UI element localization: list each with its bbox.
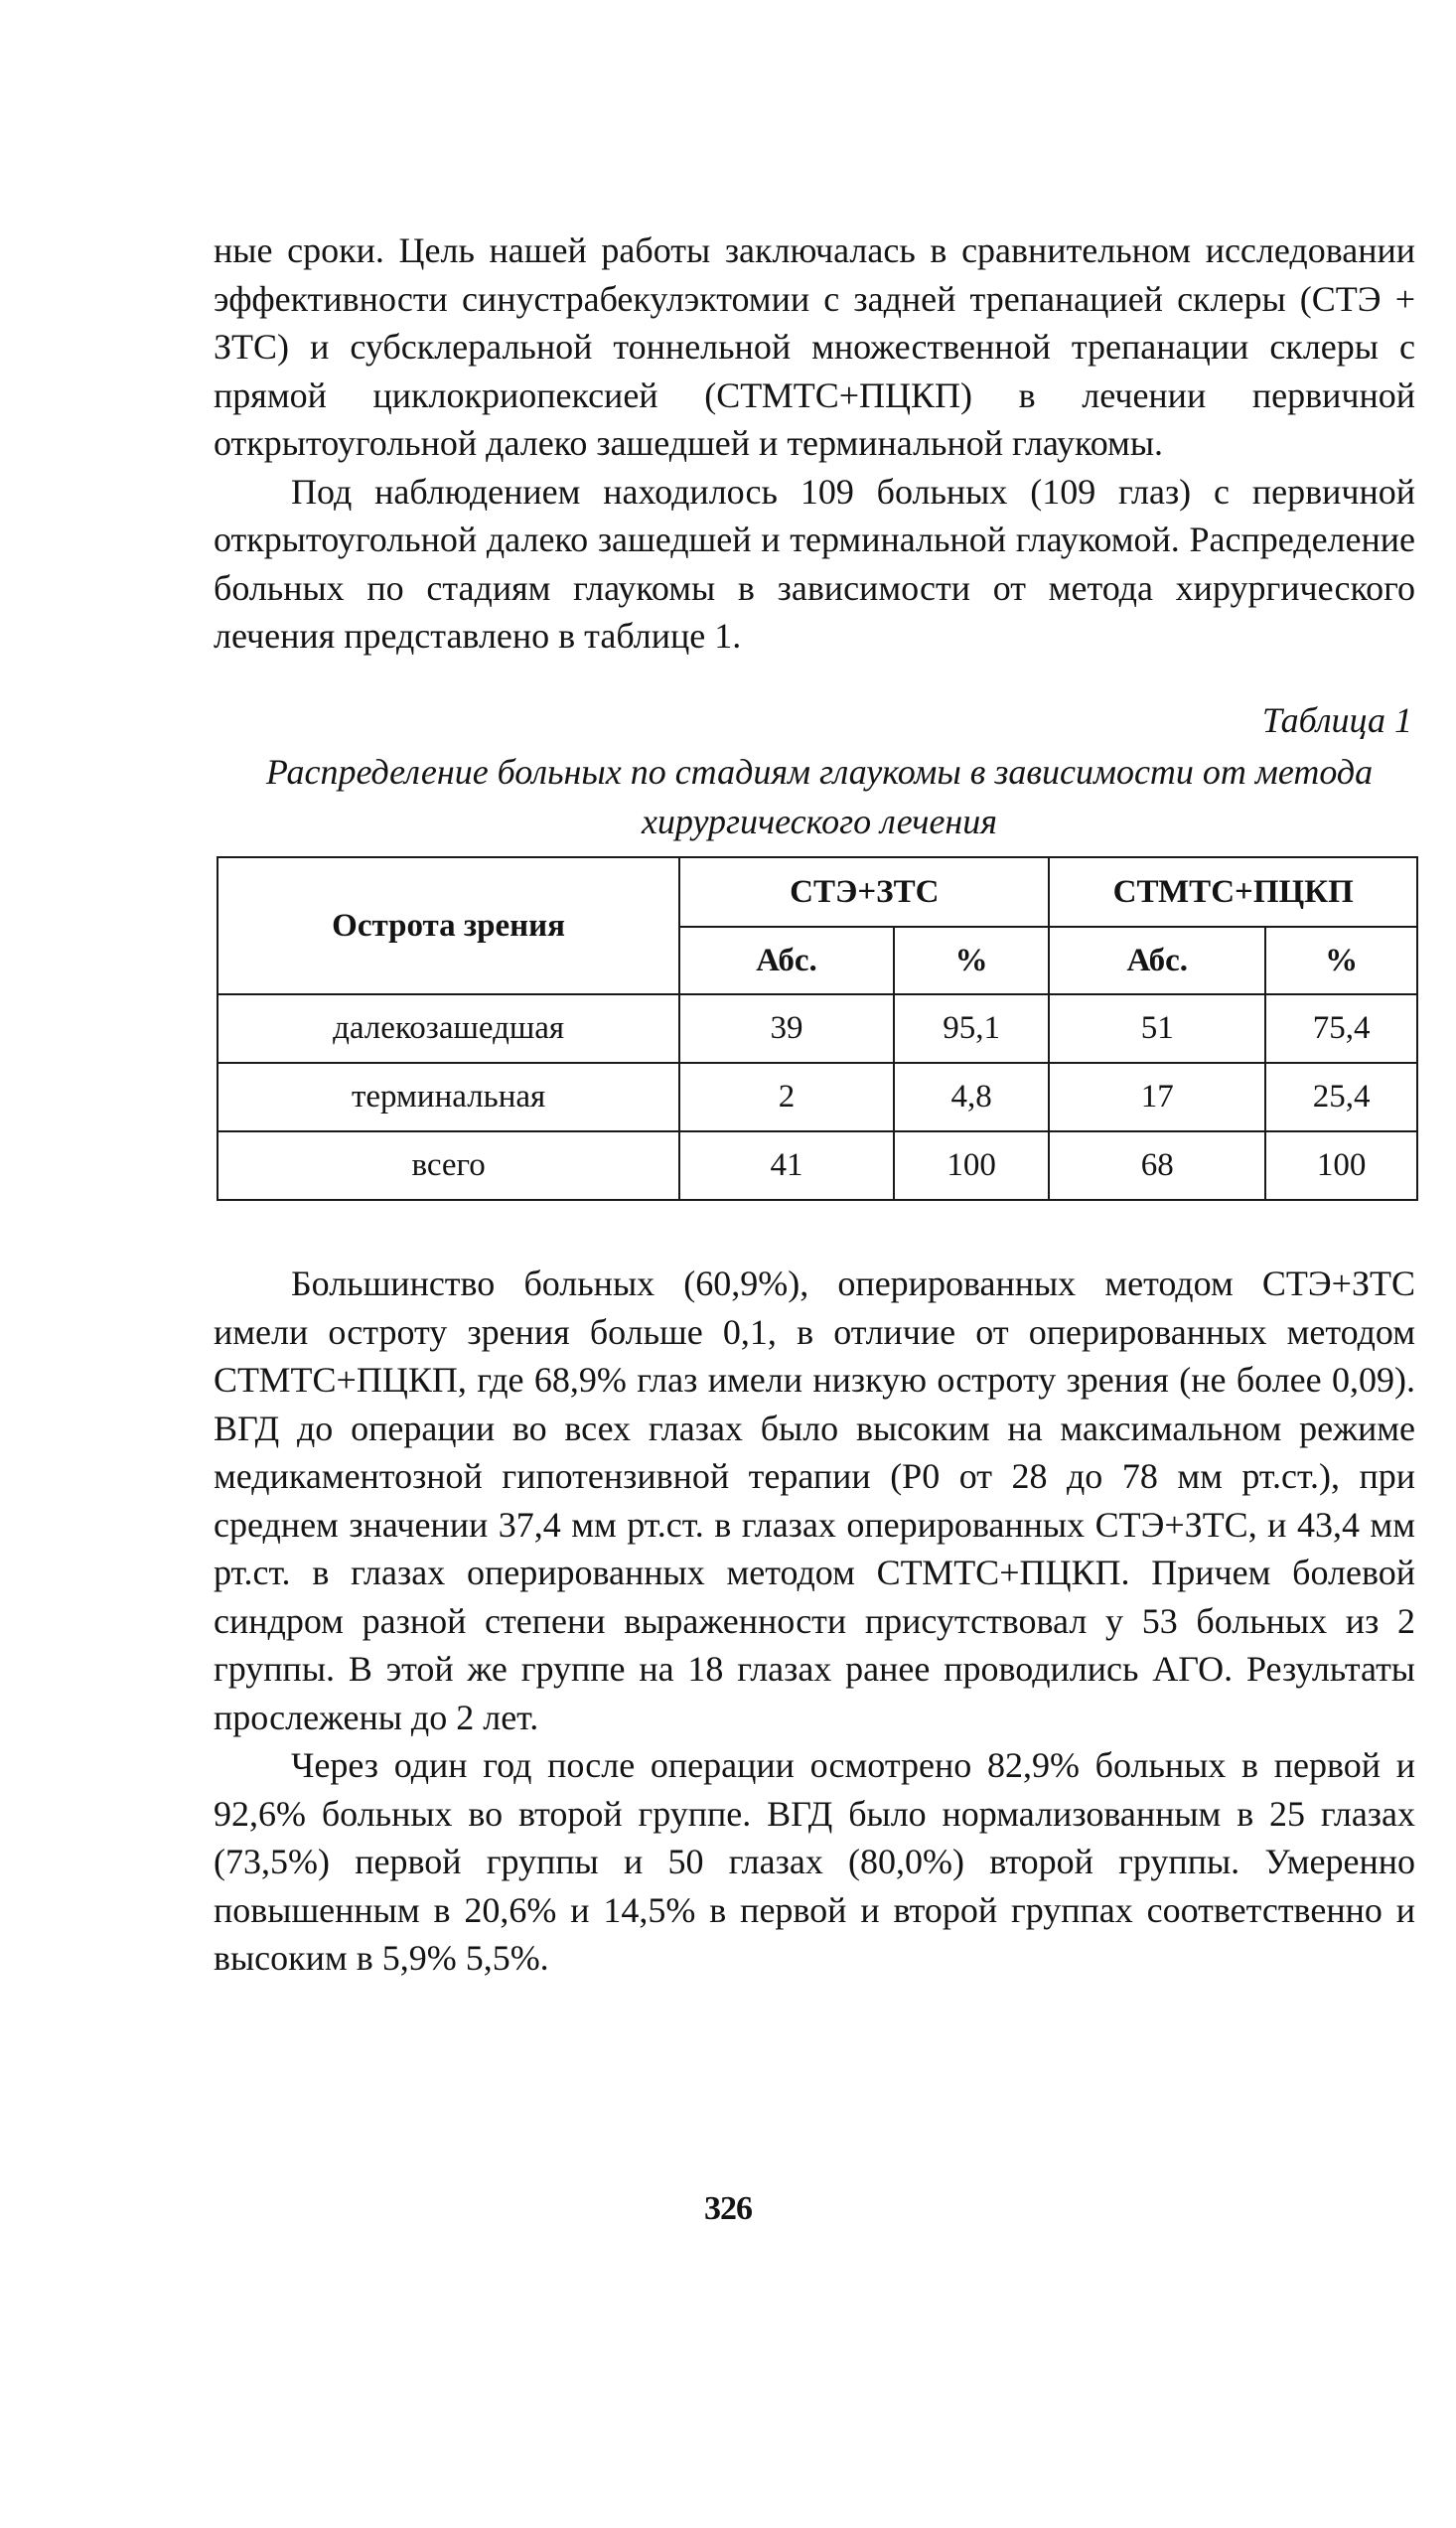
results-paragraph-2: Через один год после операции осмотрено 82,9% больных в первой и 92,6% больных во второй группе. ВГД было нормализованным в 25 глазах (73,5%) первой группы и 50 глазах (80,0%) второй группы. Умеренно повышенным в 20,6% и 14,5% в первой и второй группах соответственно и высоким в 5,9% 5,5%.: [214, 1745, 1415, 1978]
table-row: [218, 1063, 1417, 1131]
distribution-table: [217, 856, 1418, 1201]
cell-value: 100: [1265, 1131, 1417, 1200]
cell-value: 2: [679, 1063, 894, 1131]
cell-value: 17: [1049, 1063, 1265, 1131]
subheader-percent: %: [1265, 927, 1417, 994]
cell-value: 51: [1049, 994, 1265, 1063]
cell-value: 95,1: [894, 994, 1050, 1063]
column-group-ste-zts: СТЭ+ЗТС: [679, 857, 1049, 927]
cell-value: 75,4: [1265, 994, 1417, 1063]
column-group-stmts-pckp: СТМТС+ПЦКП: [1049, 857, 1417, 927]
table-row: [218, 994, 1417, 1063]
cell-value: 41: [679, 1131, 894, 1200]
results-text: [214, 1260, 1415, 1983]
table-row: [218, 1131, 1417, 1200]
subheader-abs: Абс.: [679, 927, 894, 994]
column-header-visual-acuity: Острота зрения: [218, 857, 679, 994]
table-label: Таблица 1: [1261, 700, 1412, 740]
row-label: далекозашедшая: [218, 994, 679, 1063]
results-paragraph-1: Большинство больных (60,9%), оперированных методом СТЭ+ЗТС имели остроту зрения больше 0,1, в отличие от оперированных методом СТМТС+ПЦКП, где 68,9% глаз имели низкую остроту зрения (не более 0,09). ВГД до операции во всех глазах было высоким на максимальном режиме медикаментозной гипотензивной терапии (Р0 от 28 до 78 мм рт.ст.), при среднем значении 37,4 мм рт.ст. в глазах оперированных СТЭ+ЗТС, и 43,4 мм рт.ст. в глазах оперированных методом СТМТС+ПЦКП. Причем болевой синдром разной степени выраженности присутствовал у 53 больных из 2 группы. В этой же группе на 18 глазах ранее проводились АГО. Результаты прослежены до 2 лет.: [214, 1264, 1415, 1737]
intro-text: [214, 226, 1415, 661]
intro-paragraph-2: Под наблюдением находилось 109 больных (109 глаз) с первичной открытоугольной далеко зашедшей и терминальной глаукомой. Распределение больных по стадиям глаукомы в зависимости от метода хирургического лечения представлено в таблице 1.: [214, 471, 1415, 656]
subheader-abs: Абс.: [1049, 927, 1265, 994]
cell-value: 4,8: [894, 1063, 1050, 1131]
cell-value: 68: [1049, 1131, 1265, 1200]
subheader-percent: %: [894, 927, 1050, 994]
row-label: терминальная: [218, 1063, 679, 1131]
table-header-row: [218, 857, 1417, 927]
row-label: всего: [218, 1131, 679, 1200]
table-title: Распределение больных по стадиям глаукомы в зависимости от метода хирургического лечения: [265, 752, 1374, 841]
intro-paragraph-1: ные сроки. Цель нашей работы заключалась в сравнительном исследовании эффективности синустрабекулэктомии с задней трепанацией склеры (СТЭ + ЗТС) и субсклеральной тоннельной множественной трепанации склеры с прямой циклокриопексией (СТМТС+ПЦКП) в лечении первичной открытоугольной далеко зашедшей и терминальной глаукомы.: [214, 230, 1415, 463]
page-number: 326: [704, 2190, 752, 2227]
cell-value: 25,4: [1265, 1063, 1417, 1131]
cell-value: 39: [679, 994, 894, 1063]
cell-value: 100: [894, 1131, 1050, 1200]
